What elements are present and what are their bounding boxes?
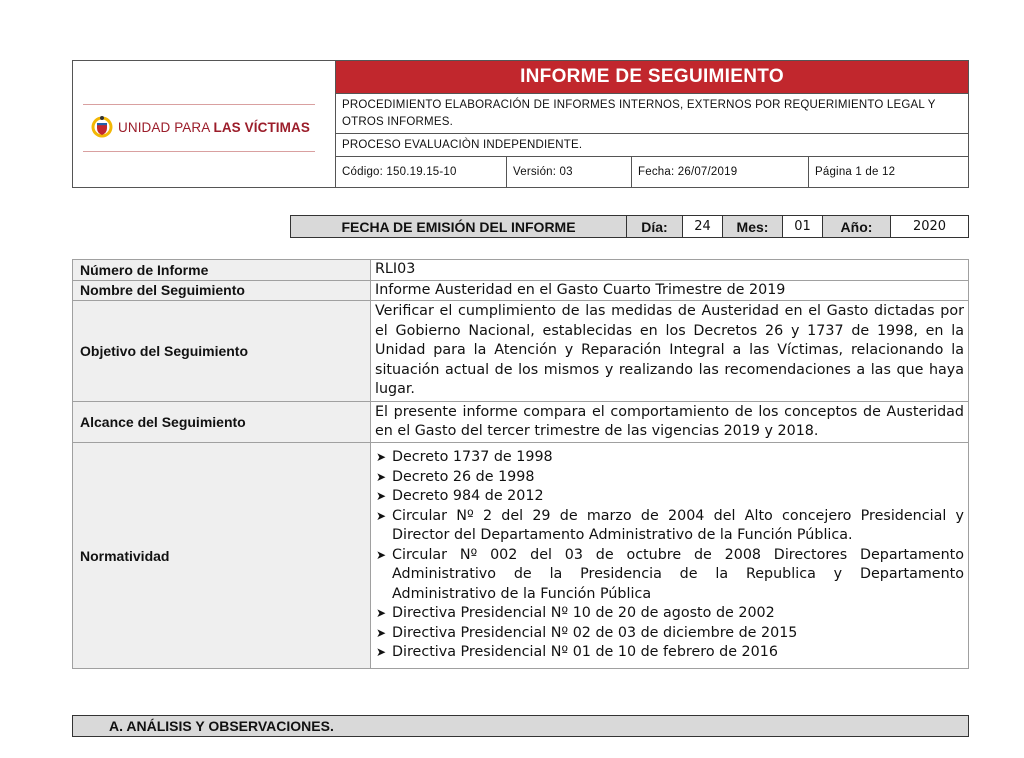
process-name: PROCESO EVALUACIÒN INDEPENDIENTE.: [336, 134, 968, 157]
document-control-row: [336, 157, 968, 187]
normatividad-list: [375, 448, 964, 663]
table-row: [73, 280, 969, 301]
normatividad-label: Normatividad: [73, 443, 371, 669]
list-item: ➤ Circular Nº 002 del 03 de octubre de 2008 Directores Departamento Administrativo de la Presidencia de la Republica y Departamento Administrativo de la Función Pública: [375, 546, 964, 605]
report-title: INFORME DE SEGUIMIENTO: [336, 61, 968, 94]
list-item: ➤ Directiva Presidencial Nº 01 de 10 de febrero de 2016: [375, 643, 964, 663]
logo-wordmark: [118, 120, 310, 135]
list-item: ➤ Decreto 26 de 1998: [375, 468, 964, 488]
report-header: [72, 60, 969, 188]
emission-date-row: [290, 215, 969, 238]
emission-label: FECHA DE EMISIÓN DEL INFORME: [291, 216, 627, 237]
document-version: Versión: 03: [507, 157, 632, 187]
table-row: [73, 402, 969, 443]
header-info: [336, 61, 968, 187]
page-number: Página 1 de 12: [815, 166, 896, 178]
objetivo-label: Objetivo del Seguimiento: [73, 301, 371, 402]
nombre-value: Informe Austeridad en el Gasto Cuarto Trimestre de 2019: [371, 280, 969, 301]
coat-of-arms-icon: [91, 114, 113, 140]
table-row: [73, 260, 969, 281]
logo-bottom-rule: [83, 151, 315, 152]
list-item: ➤ Directiva Presidencial Nº 10 de 20 de agosto de 2002: [375, 604, 964, 624]
numero-value: RLI03: [371, 260, 969, 281]
year-value: 2020: [912, 219, 947, 234]
alcance-value: El presente informe compara el comportamiento de los conceptos de Austeridad en el Gasto del tercer trimestre de las vigencias 2019 y 2018.: [371, 402, 969, 443]
month-label: Mes:: [723, 216, 783, 237]
table-row: [73, 443, 969, 669]
logo-cell: [73, 61, 336, 187]
numero-label: Número de Informe: [73, 260, 371, 281]
report-info-table: [72, 259, 969, 669]
objetivo-value: Verificar el cumplimiento de las medidas de Austeridad en el Gasto dictadas por el Gobierno Nacional, establecidas en los Decretos 26 y 1737 de 1998, en la Unidad para la Atención y Reparación Integral a las Víctimas, relacionando la situación actual de los mismos y realizando las recomendaciones a las que haya lugar.: [371, 301, 969, 402]
list-item: ➤ Directiva Presidencial Nº 02 de 03 de diciembre de 2015: [375, 624, 964, 644]
month-value: 01: [783, 216, 823, 237]
normatividad-value: [371, 443, 969, 669]
procedure-name: PROCEDIMIENTO ELABORACIÓN DE INFORMES INTERNOS, EXTERNOS POR REQUERIMIENTO LEGAL Y OTROS INFORMES.: [336, 94, 968, 134]
table-row: [73, 301, 969, 402]
logo-text-plain: UNIDAD PARA: [118, 120, 214, 135]
year-label: Año:: [823, 216, 891, 237]
document-code: Código: 150.19.15-10: [336, 157, 507, 187]
document-date: Fecha: 26/07/2019: [632, 157, 809, 187]
list-item: ➤ Circular Nº 2 del 29 de marzo de 2004 del Alto concejero Presidencial y Director del Departamento Administrativo de la Función Pública.: [375, 507, 964, 546]
day-label: Día:: [627, 216, 683, 237]
alcance-label: Alcance del Seguimiento: [73, 402, 371, 443]
nombre-label: Nombre del Seguimiento: [73, 280, 371, 301]
logo-text-bold: LAS VÍCTIMAS: [213, 120, 310, 135]
list-item: ➤ Decreto 984 de 2012: [375, 487, 964, 507]
day-value: 24: [683, 216, 723, 237]
list-item: ➤ Decreto 1737 de 1998: [375, 448, 964, 468]
logo-top-rule: [83, 104, 315, 105]
section-heading: A. ANÁLISIS Y OBSERVACIONES.: [72, 715, 969, 737]
